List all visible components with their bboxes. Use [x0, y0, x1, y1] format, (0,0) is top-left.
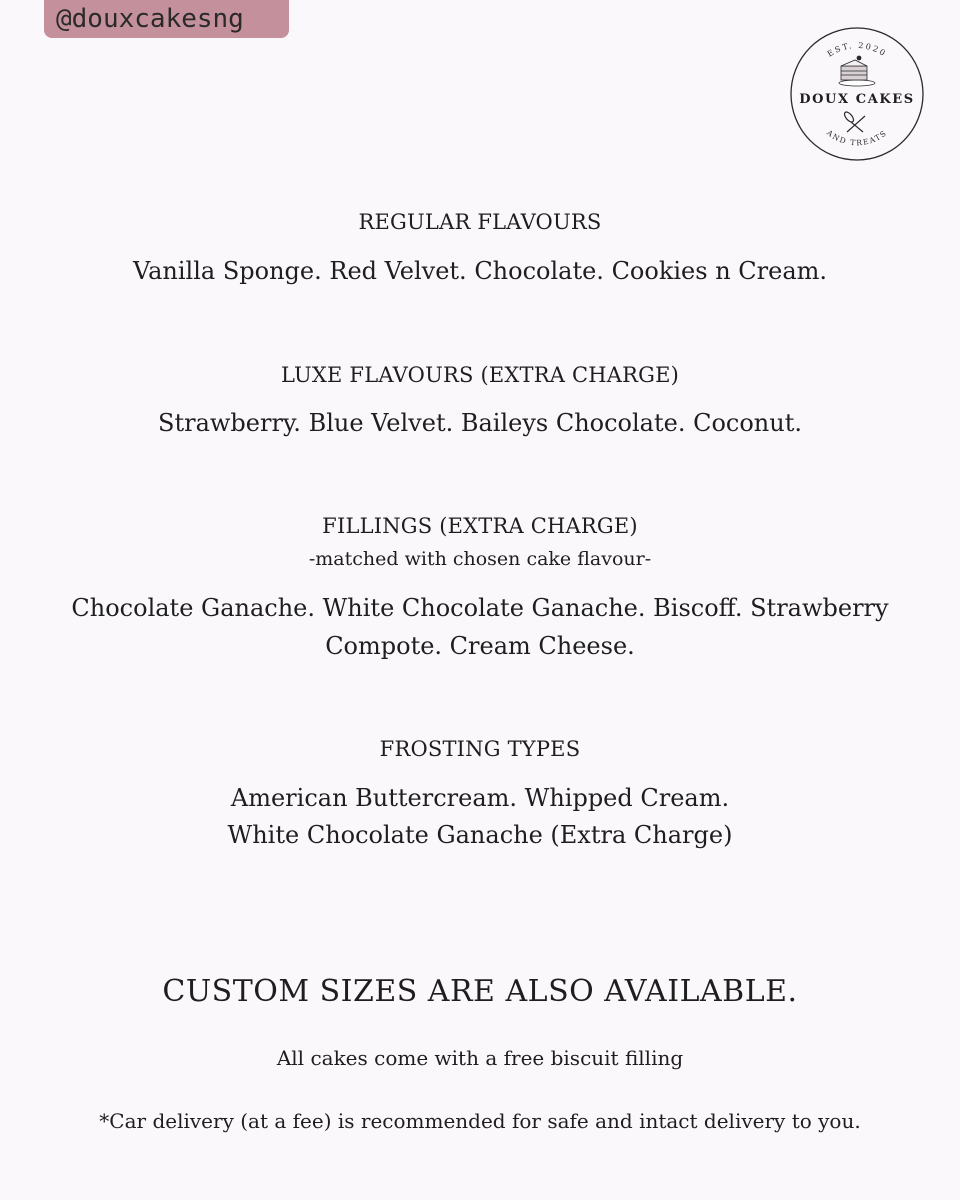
instagram-handle-badge: @douxcakesng: [44, 0, 289, 38]
free-filling-note: All cakes come with a free biscuit filling: [276, 1046, 684, 1070]
logo-name-text: DOUX CAKES: [799, 92, 915, 107]
whisk-rolling-pin-icon: [843, 110, 865, 132]
doux-cakes-logo: [789, 26, 925, 162]
fillings-heading: FILLINGS (EXTRA CHARGE): [322, 514, 638, 538]
logo-tagline-text: AND TREATS: [825, 128, 889, 148]
logo-est-text: EST. 2020: [825, 40, 889, 59]
regular-flavours-list: Vanilla Sponge. Red Velvet. Chocolate. Cookies n Cream.: [132, 257, 828, 285]
custom-sizes-banner: CUSTOM SIZES ARE ALSO AVAILABLE.: [162, 974, 798, 1009]
frosting-list-line-1: American Buttercream. Whipped Cream.: [230, 784, 730, 812]
luxe-flavours-list: Strawberry. Blue Velvet. Baileys Chocolate. Coconut.: [158, 409, 802, 437]
fillings-subtitle: -matched with chosen cake flavour-: [308, 548, 652, 570]
frosting-types-heading: FROSTING TYPES: [379, 737, 581, 761]
fillings-list-line-1: Chocolate Ganache. White Chocolate Ganache. Biscoff. Strawberry: [71, 594, 889, 622]
cake-icon: [839, 56, 875, 86]
fillings-list-line-2: Compote. Cream Cheese.: [325, 632, 635, 660]
delivery-note: *Car delivery (at a fee) is recommended for safe and intact delivery to you.: [99, 1109, 861, 1133]
regular-flavours-heading: REGULAR FLAVOURS: [358, 210, 602, 234]
luxe-flavours-heading: LUXE FLAVOURS (EXTRA CHARGE): [280, 363, 680, 387]
frosting-list-line-2: White Chocolate Ganache (Extra Charge): [227, 821, 733, 849]
